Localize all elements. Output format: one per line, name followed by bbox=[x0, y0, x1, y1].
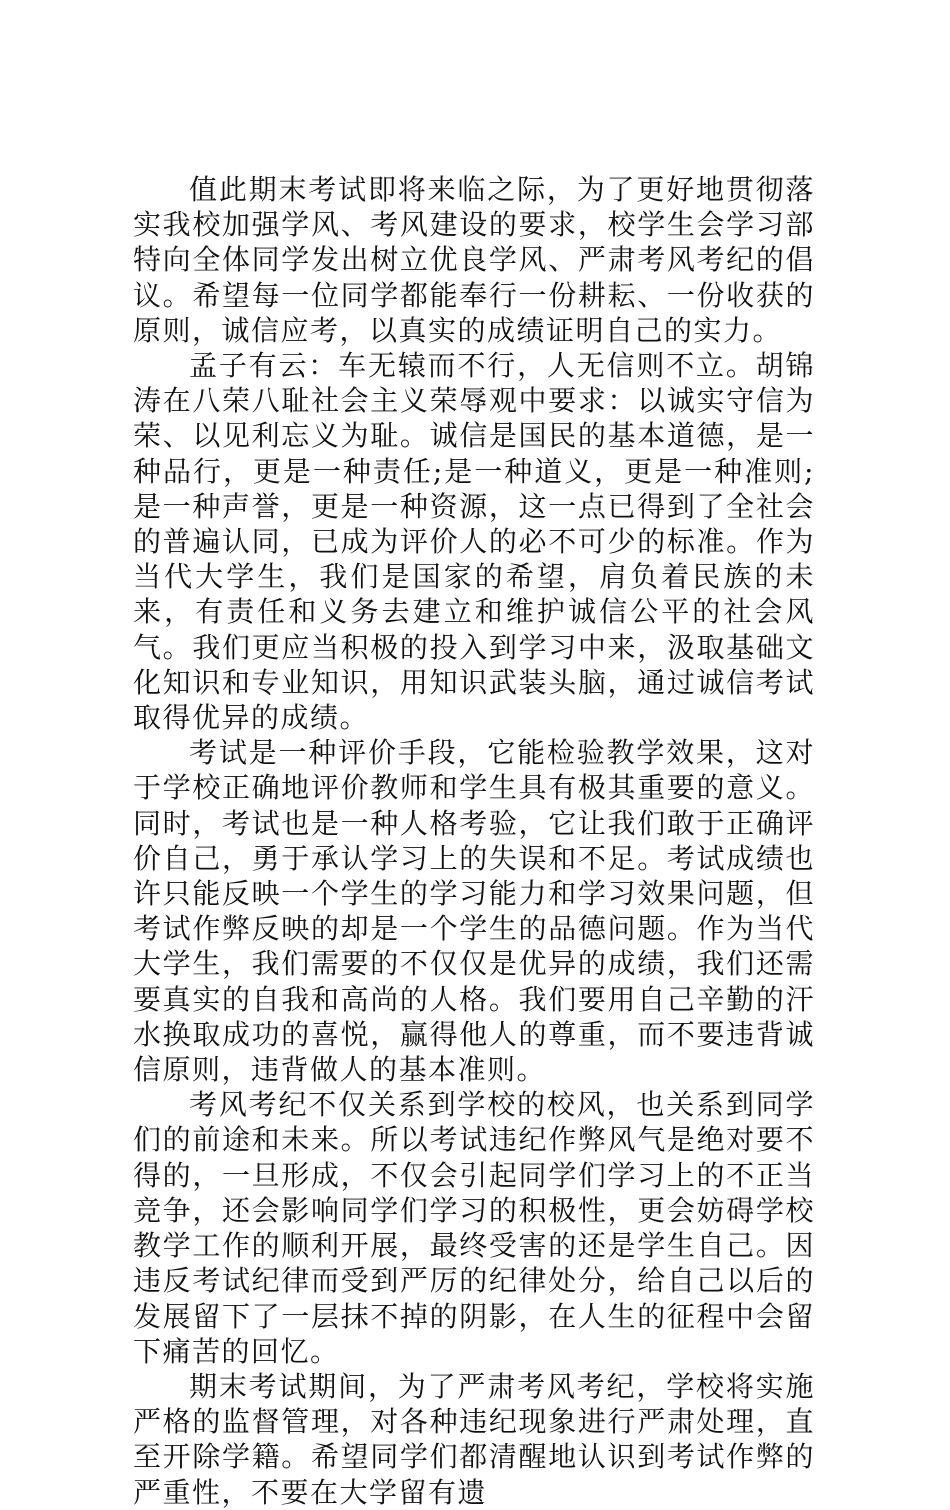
paragraph-4: 考风考纪不仅关系到学校的校风，也关系到同学们的前途和未来。所以考试违纪作弊风气是绝对要不得的，一旦形成，不仅会引起同学们学习上的不正当竞争，还会影响同学们学习的积极性，更会妨碍学校教学工作的顺利开展，最终受害的还是学生自己。因违反考试纪律而受到严厉的纪律处分，给自己以后的发展留下了一层抹不掉的阴影，在人生的征程中会留下痛苦的回忆。 bbox=[133, 1088, 815, 1368]
paragraph-2: 孟子有云：车无辕而不行，人无信则不立。胡锦涛在八荣八耻社会主义荣辱观中要求：以诚实守信为荣、以见利忘义为耻。诚信是国民的基本道德，是一种品行，更是一种责任;是一种道义，更是一种准则;是一种声誉，更是一种资源，这一点已得到了全社会的普遍认同，已成为评价人的必不可少的标准。作为当代大学生，我们是国家的希望，肩负着民族的未来，有责任和义务去建立和维护诚信公平的社会风气。我们更应当积极的投入到学习中来，汲取基础文化知识和专业知识，用知识武装头脑，通过诚信考试取得优异的成绩。 bbox=[133, 349, 815, 735]
paragraph-1: 值此期末考试即将来临之际，为了更好地贯彻落实我校加强学风、考风建设的要求，校学生会学习部特向全体同学发出树立优良学风、严肃考风考纪的倡议。希望每一位同学都能奉行一份耕耘、一份收获的原则，诚信应考，以真实的成绩证明自己的实力。 bbox=[133, 173, 815, 347]
paragraph-5: 期末考试期间，为了严肃考风考纪，学校将实施严格的监督管理，对各种违纪现象进行严肃处理，直至开除学籍。希望同学们都清醒地认识到考试作弊的严重性，不要在大学留有遗 bbox=[133, 1369, 815, 1509]
document-body bbox=[133, 172, 815, 1510]
paragraph-3: 考试是一种评价手段，它能检验教学效果，这对于学校正确地评价教师和学生具有极其重要的意义。同时，考试也是一种人格考验，它让我们敢于正确评价自己，勇于承认学习上的失误和不足。考试成绩也许只能反映一个学生的学习能力和学习效果问题，但考试作弊反映的却是一个学生的品德问题。作为当代大学生，我们需要的不仅仅是优异的成绩，我们还需要真实的自我和高尚的人格。我们要用自己辛勤的汗水换取成功的喜悦，赢得他人的尊重，而不要违背诚信原则，违背做人的基本准则。 bbox=[133, 736, 815, 1087]
